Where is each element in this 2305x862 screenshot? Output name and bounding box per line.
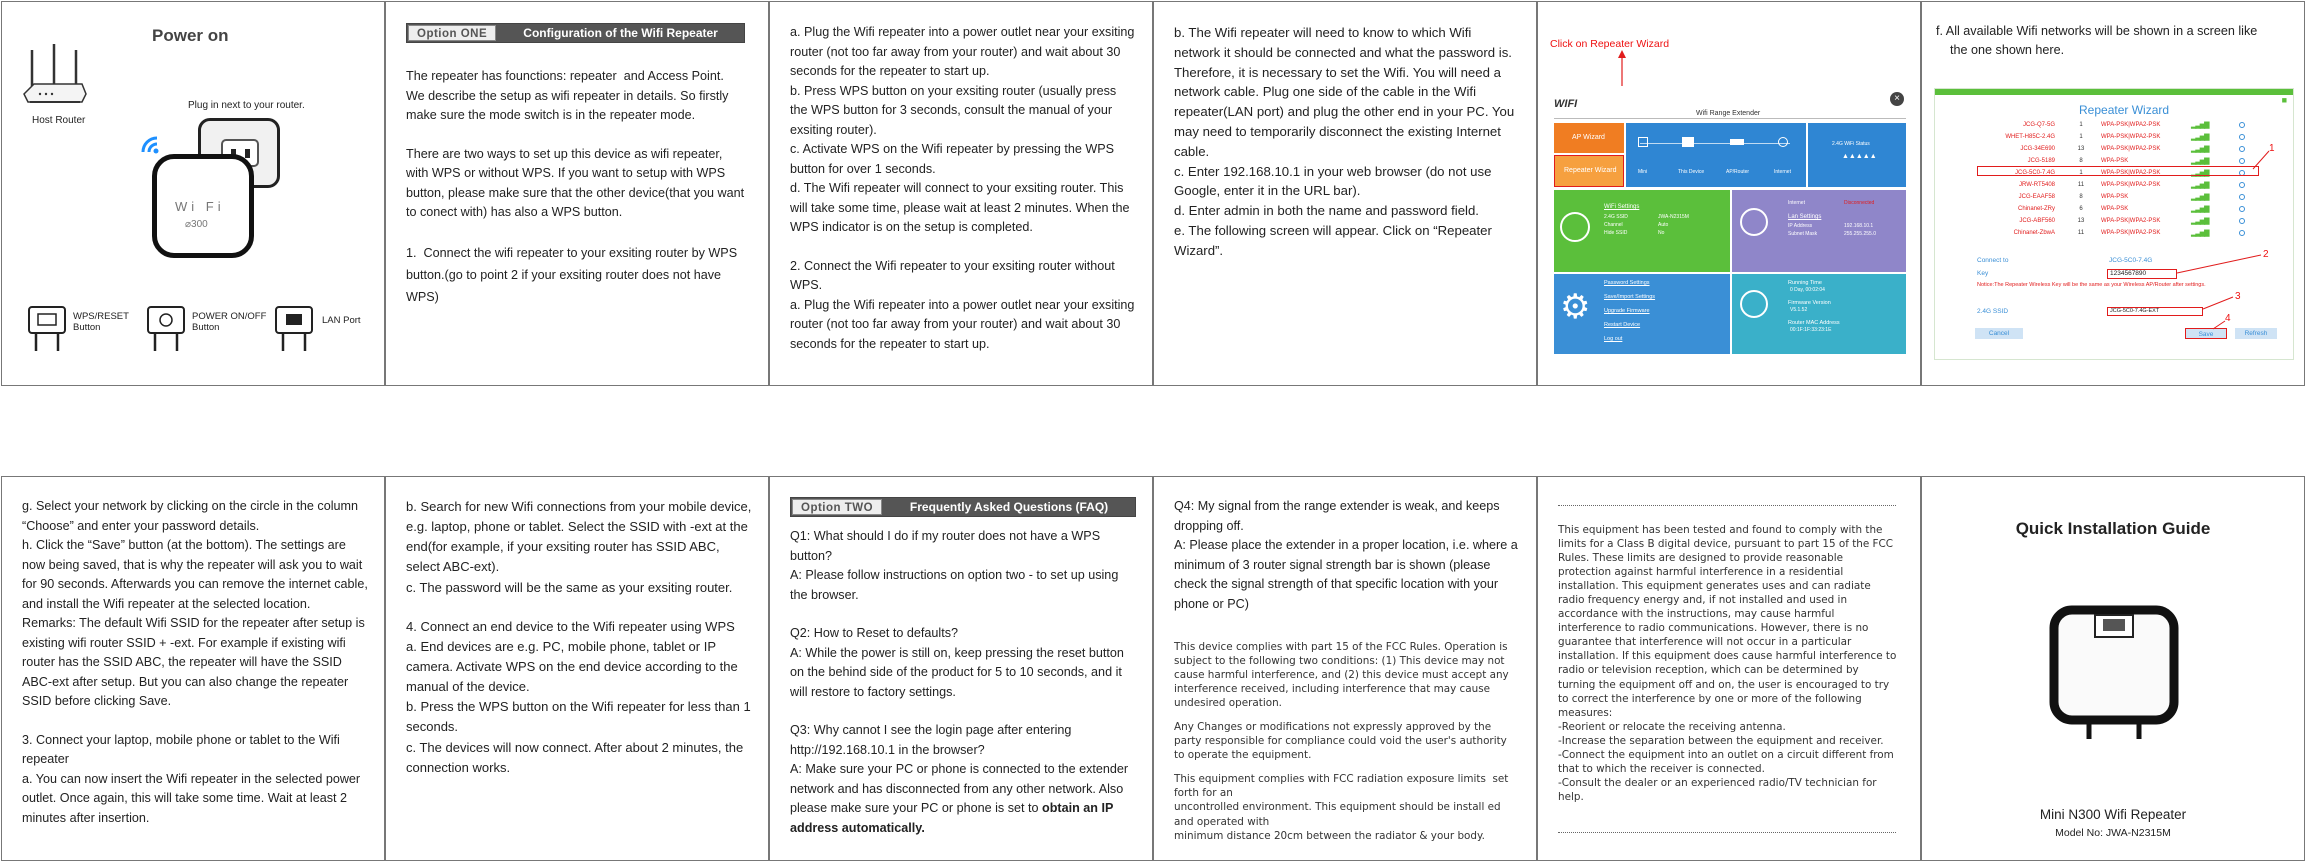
screen-header: Wifi Range Extender bbox=[1696, 110, 1761, 117]
key-input[interactable]: 1234567890 bbox=[2107, 269, 2177, 279]
host-router-label: Host Router bbox=[32, 115, 86, 126]
fcc-paragraph-2: Any Changes or modifications not expressly approved by the party responsible for compliance could void the user's authority to operate the equipment. bbox=[1174, 721, 1511, 762]
panel-body bbox=[790, 497, 1136, 838]
repeater-wizard-button[interactable]: Repeater Wizard bbox=[1554, 155, 1624, 187]
signal-bars-icon: ▂▃▅▇ bbox=[2191, 206, 2209, 213]
menu-save-import[interactable]: Save/Import Settings bbox=[1604, 294, 1656, 300]
repeater-model-badge: ⌀300 bbox=[185, 219, 208, 230]
network-channel: 11 bbox=[2077, 230, 2085, 236]
signal-bars-icon: ▂▃▅▇ bbox=[2191, 146, 2209, 153]
pulse-icon bbox=[1740, 290, 1768, 318]
network-ssid: Chinanet-ZRy bbox=[2017, 206, 2055, 212]
divider bbox=[1558, 832, 1896, 833]
info-value: Auto bbox=[1658, 222, 1669, 228]
panel-cover bbox=[1921, 476, 2305, 861]
network-security: WPA-PSK bbox=[2101, 206, 2129, 212]
wizard-screen bbox=[1934, 88, 2294, 360]
signal-bars-icon: ▂▃▅▇ bbox=[2191, 230, 2209, 237]
globe-icon bbox=[1740, 208, 1768, 236]
device-info-tile bbox=[1732, 274, 1906, 354]
network-list-caption: f. All available Wifi networks will be shown in a screen like the one shown here. bbox=[1936, 24, 2258, 57]
ssid-input[interactable]: JCG-5C0-7.4G-EXT bbox=[2107, 307, 2203, 316]
lan-port-icon bbox=[274, 305, 314, 353]
panel-body bbox=[22, 497, 368, 828]
search-wifi-paragraph: b. Search for new Wifi connections from your mobile device, e.g. laptop, phone or tablet. Select the SSID with -ext at the end(for example, if your exsiting router has SSID ABC, select ABC-ext). c. The password will be the same as your exsiting router. bbox=[406, 499, 752, 595]
wifi-signal-icon bbox=[135, 122, 169, 156]
network-channel: 13 bbox=[2077, 146, 2085, 152]
network-security: WPA-PSK|WPA2-PSK bbox=[2101, 122, 2161, 128]
info-value: 255.255.255.0 bbox=[1844, 231, 1876, 237]
signal-dots: ▲▲▲▲▲ bbox=[1842, 153, 1877, 160]
router-icon bbox=[20, 42, 90, 114]
network-ssid: JCG-Q7-5G bbox=[2022, 122, 2055, 128]
wps-end-device-paragraph: 4. Connect an end device to the Wifi repeater using WPS a. End devices are e.g. PC, mobile phone, tablet or IP camera. Activate WPS on the end device according to the manual of the device. b. Press the WPS button on the Wifi repeater for less than 1 seconds. c. The devices will now connect. After about 2 minutes, the connection works. bbox=[406, 618, 751, 775]
callout-arrows bbox=[1935, 89, 2295, 361]
menu-upgrade[interactable]: Upgrade Firmware bbox=[1604, 308, 1650, 314]
connect-devices-paragraph: 3. Connect your laptop, mobile phone or tablet to the Wifi repeater a. You can now insert the Wifi repeater in the selected power outlet. Once again, this will take some time. Wait at least 2 minutes after insertion. bbox=[22, 732, 361, 825]
wps-steps-paragraph: a. Plug the Wifi repeater into a power outlet near your exsiting router (not too far away from your router) and wait about 30 seconds for the repeater to start up. b. Press WPS button on your exsiting router (usually press the WPS button for 3 seconds, consult the manual of your exsiting router). c. Activate WPS on the Wifi repeater by pressing the WPS button for over 1 seconds. d. The Wifi repeater will connect to your exsiting router. This will take some time, please wait at least 2 minutes. When the WPS indicator is on the setup is completed. bbox=[790, 25, 1135, 235]
faq-q3 bbox=[790, 721, 1136, 838]
status-badge: Disconnected bbox=[1844, 200, 1875, 206]
network-channel: 13 bbox=[2077, 218, 2085, 224]
menu-password[interactable]: Password Settings bbox=[1604, 280, 1650, 286]
info-key: IP Address bbox=[1788, 223, 1813, 229]
product-name: Mini N300 Wifi Repeater bbox=[2039, 807, 2187, 822]
network-channel: 1 bbox=[2079, 134, 2083, 140]
network-ssid: WHET-H85C-2.4G bbox=[2005, 134, 2055, 140]
fcc-class-b-text: This equipment has been tested and found to comply with the limits for a Class B digital device, pursuant to part 15 of the FCC Rules. These limits are designed to provide reasonable protection against harmful interference in a residential installation. This equipment generates uses and can radiate radio frequency energy and, if not installed and used in accordance with the instructions, may cause harmful interference to radio communications. However, there is no guarantee that interference will not occur in a particular installation. If this equipment does cause harmful interference to radio or television reception, which can be determined by turning the equipment off and on, the user is encouraged to try to correct the interference by one or more of the following measures: -Reorient or relocate the receiving antenna. -Increase the separation between the equipment and receiver. -Connect the equipment into an outlet on a circuit different from that to which the receiver is connected. -Consult the dealer or an experienced radio/TV technician for help. bbox=[1558, 524, 1897, 803]
network-channel: 1 bbox=[2079, 170, 2083, 176]
network-channel: 8 bbox=[2079, 158, 2083, 164]
lan-port-label: LAN Port bbox=[322, 315, 361, 326]
wps-reset-label: WPS/RESET Button bbox=[73, 311, 129, 334]
signal-bars-icon: ▂▃▅▇ bbox=[2191, 170, 2209, 177]
panel-select-network bbox=[1, 476, 385, 861]
marker-4: 4 bbox=[2225, 313, 2231, 324]
intro-paragraph: The repeater has founctions: repeater and Access Point. We describe the setup as wifi repeater in details. So firstly make sure the mode switch is in the repeater mode. bbox=[406, 69, 732, 123]
option-bar bbox=[406, 23, 745, 43]
wifi-tile-icon bbox=[1560, 212, 1590, 242]
network-ssid: JCG-EAAF58 bbox=[2018, 194, 2055, 200]
network-ssid: Chinanet-ZbwA bbox=[2013, 230, 2055, 236]
info-key: Firmware Version bbox=[1788, 300, 1831, 306]
fcc-block bbox=[1174, 640, 1520, 843]
setup-ways-paragraph: There are two ways to set up this device as wifi repeater, with WPS or without WPS. If you want to setup with WPS button, please make sure that the other device(that you want to conect with) has also a WPS button. bbox=[406, 146, 748, 220]
info-value: 00:1F:1F:33:23:1E bbox=[1790, 327, 1832, 333]
marker-1: 1 bbox=[2269, 143, 2275, 154]
panel-body bbox=[406, 497, 752, 778]
option-title: Frequently Asked Questions (FAQ) bbox=[909, 500, 1109, 514]
info-key: Channel bbox=[1604, 222, 1623, 228]
panel-power-on bbox=[1, 1, 385, 386]
signal-bars-icon: ▂▃▅▇ bbox=[2191, 194, 2209, 201]
network-diagram bbox=[1626, 123, 1806, 187]
network-ssid: JCG-5C0-7.4G bbox=[2014, 170, 2055, 176]
network-channel: 1 bbox=[2079, 122, 2083, 128]
diag-label: Mini bbox=[1638, 169, 1648, 175]
info-value: 0 Day, 00:02:04 bbox=[1790, 287, 1825, 293]
select-network-paragraph: g. Select your network by clicking on the circle in the column “Choose” and enter your password details. h. Click the “Save” button (at the bottom). The settings are now being saved, that is why the repeater will ask you to wait for 90 seconds. Afterwards you can remove the internet cable, and install the Wifi repeater at the selected location. Remarks: The default Wifi SSID for the repeater after setup is existing wifi router SSID + -ext. For example if existing wifi router has the SSID ABC, the repeater will have the SSID ABC-ext after setup. But you can also change the repeater SSID before clicking Save. bbox=[22, 499, 368, 709]
faq-q1: Q1: What should I do if my router does not have a WPS button? A: Please follow instructions on option two - to set up using the browser. bbox=[790, 529, 1119, 602]
info-value: No bbox=[1658, 230, 1665, 236]
marker-2: 2 bbox=[2263, 249, 2269, 260]
network-ssid: JCG-34E690 bbox=[2020, 146, 2055, 152]
wps-reset-icon bbox=[27, 305, 67, 353]
ssid-label: 2.4G SSID bbox=[1977, 308, 2009, 315]
option-tag: Option ONE bbox=[408, 25, 496, 41]
info-key: Running Time bbox=[1788, 280, 1822, 286]
signal-bars-icon: ▂▃▅▇ bbox=[2191, 158, 2209, 165]
fcc-paragraph-3: This equipment complies with FCC radiation exposure limits set forth for an uncontrolled environment. This equipment should be install ed and operated with minimum distance 20cm between the radiator & your body. bbox=[1174, 773, 1509, 842]
marker-3: 3 bbox=[2235, 291, 2241, 302]
option-title: Configuration of the Wifi Repeater bbox=[523, 26, 718, 40]
panel-faq bbox=[769, 476, 1153, 861]
faq-q4: Q4: My signal from the range extender is weak, and keeps dropping off. A: Please place the extender in a proper location, i.e. where a minimum of 3 router signal strength bar is shown (please check the signal strength of that specific location with your phone or PC) bbox=[1174, 499, 1518, 611]
click-wizard-label: Click on Repeater Wizard bbox=[1550, 38, 1670, 50]
network-channel: 6 bbox=[2079, 206, 2083, 212]
power-switch-icon bbox=[146, 305, 186, 353]
wifi-logo: WIFI bbox=[1554, 98, 1578, 110]
faq-q2: Q2: How to Reset to defaults? A: While the power is still on, keep pressing the reset button on the behind side of the product for 5 to 10 seconds, and it will restore to factory settings. bbox=[790, 626, 1124, 699]
signal-bars-icon: ▂▃▅▇ bbox=[2191, 122, 2209, 129]
notice-text: Notice:The Repeater Wireless Key will be the same as your Wireless AP/Router after settings. bbox=[1977, 282, 2206, 288]
option-bar bbox=[790, 497, 1136, 517]
info-key: Router MAC Address bbox=[1788, 320, 1840, 326]
network-security: WPA-PSK|WPA2-PSK bbox=[2101, 134, 2161, 140]
refresh-button[interactable]: Refresh bbox=[2235, 328, 2277, 339]
signal-bars-icon: ▂▃▅▇ bbox=[2191, 218, 2209, 225]
panel-network-list bbox=[1921, 1, 2305, 386]
signal-bars-icon: ▂▃▅▇ bbox=[2191, 134, 2209, 141]
divider bbox=[1558, 505, 1896, 506]
info-value: V5.1.52 bbox=[1790, 307, 1808, 313]
close-icon[interactable]: ■ bbox=[2281, 95, 2287, 105]
signal-bars-icon: ▂▃▅▇ bbox=[2191, 182, 2209, 189]
network-security: WPA-PSK|WPA2-PSK bbox=[2101, 170, 2161, 176]
lan-settings-link[interactable]: Lan Settings bbox=[1788, 214, 1822, 220]
status-label: 2.4G WiFi Status bbox=[1832, 141, 1870, 147]
diag-label: This Device bbox=[1678, 169, 1705, 175]
model-number: Model No: JWA-N2315M bbox=[2055, 827, 2171, 839]
faq-q3-text: Q3: Why cannot I see the login page after entering http://192.168.10.1 in the browser? A: Make sure your PC or phone is connected to the extender network and has disconnected from any other network. Also please make sure your PC or phone is set to bbox=[790, 723, 1129, 816]
no-wps-paragraph: 2. Connect the Wifi repeater to your exsiting router without WPS. a. Plug the Wifi repeater into a power outlet near your exsiting router (not too far away from your router) and wait about 30 seconds for the repeater to start up. bbox=[790, 258, 1135, 351]
network-channel: 8 bbox=[2079, 194, 2083, 200]
close-icon[interactable]: × bbox=[1890, 92, 1904, 106]
panel-connect-devices bbox=[385, 476, 769, 861]
fcc-paragraph-1: This device complies with part 15 of the FCC Rules. Operation is subject to the following two conditions: (1) This device may not cause harmful interference, and (2) this device must accept any interference received, including interference that may cause undesired operation. bbox=[1174, 641, 1513, 710]
diag-label: Internet bbox=[1774, 169, 1791, 175]
network-security: WPA-PSK bbox=[2101, 194, 2129, 200]
faq-q3-bold: obtain an IP address automatically. bbox=[790, 801, 1117, 835]
panel-title: Power on bbox=[152, 26, 229, 45]
network-security: WPA-PSK|WPA2-PSK bbox=[2101, 146, 2161, 152]
panel-body bbox=[790, 23, 1136, 354]
diag-label: AP/Router bbox=[1726, 169, 1750, 175]
wifi-status-tile bbox=[1808, 123, 1906, 187]
ap-wizard-button[interactable]: AP Wizard bbox=[1554, 123, 1624, 153]
repeater-brand: Wi Fi bbox=[175, 199, 225, 214]
admin-screen bbox=[1550, 86, 1912, 356]
info-key: Hide SSID bbox=[1604, 230, 1628, 236]
power-onoff-label: POWER ON/OFF Button bbox=[192, 311, 267, 334]
connect-to-value: JCG-5C0-7.4G bbox=[2109, 257, 2153, 264]
wifi-settings-tile[interactable] bbox=[1554, 190, 1730, 272]
panel-browser-setup bbox=[1153, 1, 1537, 386]
repeater-product-image bbox=[2049, 605, 2179, 741]
panel-admin-screen bbox=[1537, 1, 1921, 386]
key-label: Key bbox=[1977, 270, 1989, 277]
info-key: 2.4G SSID bbox=[1604, 214, 1628, 220]
panel-body bbox=[1174, 497, 1520, 614]
network-ssid: JRW-RT5408 bbox=[2018, 182, 2055, 188]
gear-icon: ⚙ bbox=[1560, 288, 1591, 326]
repeater-device bbox=[152, 154, 254, 258]
wifi-settings-link[interactable]: WiFi Settings bbox=[1604, 204, 1640, 210]
panel-wps-steps bbox=[769, 1, 1153, 386]
wizard-highlight bbox=[1554, 155, 1624, 187]
save-button[interactable]: Save bbox=[2185, 328, 2227, 339]
option-tag: Option TWO bbox=[792, 499, 882, 515]
cancel-button[interactable]: Cancel bbox=[1975, 328, 2023, 339]
network-ssid: JCG-5189 bbox=[2027, 158, 2055, 164]
network-channel: 11 bbox=[2077, 182, 2085, 188]
panel-body bbox=[1174, 23, 1520, 261]
browser-steps-paragraph: b. The Wifi repeater will need to know to which Wifi network it should be connected and what the password is. Therefore, it is necessary to set the Wifi. You will need a network cable. Plug one side of the cable in the Wifi repeater(LAN port) and plug the other end in your PC. You may need to temporarily disconnect the existing Internet cable. c. Enter 192.168.10.1 in your web browser (do not use Google, enter it in the URL bar). d. Enter admin in both the name and password field. e. The following screen will appear. Click on “Repeater Wizard”. bbox=[1174, 25, 1515, 258]
info-key: Subnet Mask bbox=[1788, 231, 1818, 237]
panel-option-one bbox=[385, 1, 769, 386]
info-value: JWA-N2315M bbox=[1658, 214, 1689, 220]
system-tile bbox=[1554, 274, 1730, 354]
network-ssid: JCG-ABF560 bbox=[2019, 218, 2055, 224]
guide-title: Quick Installation Guide bbox=[2015, 519, 2211, 538]
network-security: WPA-PSK bbox=[2101, 158, 2129, 164]
wizard-title: Repeater Wizard bbox=[2079, 103, 2170, 117]
network-security: WPA-PSK|WPA2-PSK bbox=[2101, 218, 2161, 224]
panel-fcc-class-b bbox=[1537, 476, 1921, 861]
menu-restart[interactable]: Restart Device bbox=[1604, 322, 1641, 328]
menu-logout[interactable]: Log out bbox=[1604, 336, 1623, 342]
panel-faq-fcc bbox=[1153, 476, 1537, 861]
network-security: WPA-PSK|WPA2-PSK bbox=[2101, 182, 2161, 188]
step1-paragraph: 1. Connect the wifi repeater to your exsiting router by WPS button.(go to point 2 if your exsiting router does not have WPS) bbox=[406, 245, 741, 304]
panel-body bbox=[406, 23, 748, 308]
plug-in-label: Plug in next to your router. bbox=[188, 100, 305, 111]
network-security: WPA-PSK|WPA2-PSK bbox=[2101, 230, 2161, 236]
connect-to-label: Connect to bbox=[1977, 257, 2009, 264]
info-key: Internet bbox=[1788, 200, 1805, 206]
info-value: 192.168.10.1 bbox=[1844, 223, 1874, 229]
internet-tile[interactable] bbox=[1732, 190, 1906, 272]
